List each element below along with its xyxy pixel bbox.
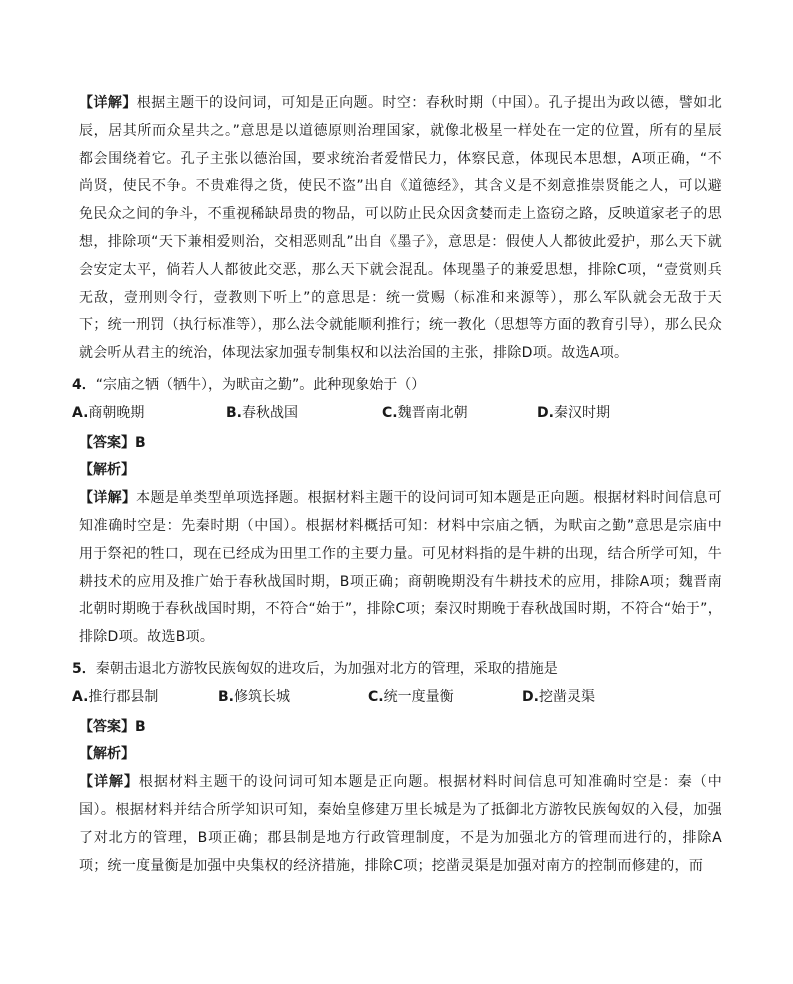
question-stem: 秦朝击退北方游牧民族匈奴的进攻后，为加强对北方的管理，采取的措施是 (95, 660, 558, 677)
option-c: C.魏晋南北朝 (382, 404, 468, 421)
question-stem: “宗庙之牺（牺牛），为畎亩之勤”。此种现象始于（） (95, 376, 426, 393)
analysis-tag-q5: 【解析】 (79, 746, 135, 763)
detail-paragraph-q5 (72, 769, 722, 880)
detail-text: 根据材料主题干的设问词可知本题是正向题。根据材料时间信息可知准确时空是：秦（中国）。根据材料并结合所学知识可知，秦始皇修建万里长城是为了抵御北方游牧民族匈奴的入侵，加强了对北方的管理，B项正确；郡县制是地方行政管理制度，不是为加强北方的管理而进行的，排除A项；统一度量衡是加强中央集权的经济措施，排除C项；挖凿灵渠是加强对南方的控制而修建的，而 (79, 774, 723, 874)
detail-tag: 【详解】 (79, 774, 139, 791)
option-a: A.商朝晚期 (72, 404, 145, 421)
question-number: 5． (72, 660, 96, 677)
answer-tag: 【答案】 (79, 434, 135, 451)
option-a: A.推行郡县制 (72, 688, 159, 705)
answer-value: B (135, 718, 146, 735)
option-c: C.统一度量衡 (368, 688, 454, 705)
detail-paragraph-q4 (72, 485, 722, 652)
analysis-tag-q4: 【解析】 (79, 462, 135, 479)
detail-text: 本题是单类型单项选择题。根据材料主题干的设问词可知本题是正向题。根据材料时间信息可知准确时空是：先秦时期（中国）。根据材料概括可知：材料中宗庙之牺，为畎亩之勤”意思是宗庙中用于祭祀的牲口，现在已经成为田里工作的主要力量。可见材料指的是牛耕的出现，结合所学可知，牛耕技术的应用及推广始于春秋战国时期，B项正确；商朝晚期没有牛耕技术的应用，排除A项；魏晋南北朝时期晚于春秋战国时期，不符合“始于”，排除C项；秦汉时期晚于春秋战国时期，不符合“始于”，排除D项。故选B项。 (79, 490, 722, 646)
answer-tag: 【答案】 (79, 718, 135, 735)
detail-tag: 【详解】 (79, 490, 137, 507)
option-d: D.秦汉时期 (537, 404, 610, 421)
option-b: B.春秋战国 (226, 404, 298, 421)
answer-value: B (135, 434, 146, 451)
question-4 (72, 372, 722, 400)
option-d: D.挖凿灵渠 (522, 688, 595, 705)
detail-text: 根据主题干的设问词，可知是正向题。时空：春秋时期（中国）。孔子提出为政以德，譬如北辰，居其所而众星共之。”意思是以道德原则治理国家，就像北极星一样处在一定的位置，所有的星辰都会围绕着它。孔子主张以德治国，要求统治者爱惜民力，体察民意，体现民本思想，A项正确，“不尚贤，使民不争。不贵难得之货，使民不盗”出自《道德经》，其含义是不刻意推崇贤能之人，可以避免民众之间的争斗，不重视稀缺昂贵的物品，可以防止民众因贪婪而走上盗窃之路，反映道家老子的思想，排除项“天下兼相爱则治，交相恶则乱”出自《墨子》，意思是：假使人人都彼此爱护，那么天下就会安定太平，倘若人人都彼此交恶，那么天下就会混乱。体现墨子的兼爱思想，排除C项，“壹赏则兵无敌，壹刑则令行，壹教则下听上”的意思是：统一赏赐（标准和来源等），那么军队就会无敌于天下；统一刑罚（执行标准等），那么法令就能顺利推行；统一教化（思想等方面的教育引导），那么民众就会听从君主的统治，体现法家加强专制集权和以法治国的主张，排除D项。故选A项。 (79, 95, 722, 362)
options-q5 (72, 684, 722, 712)
detail-tag: 【详解】 (79, 95, 137, 111)
answer-line-q5 (72, 714, 722, 742)
option-b: B.修筑长城 (218, 688, 290, 705)
answer-line-q4 (72, 430, 722, 458)
page-content (72, 90, 722, 884)
options-q4 (72, 400, 722, 428)
question-number: 4． (72, 376, 96, 393)
detail-paragraph-q3 (72, 90, 722, 368)
question-5 (72, 656, 722, 684)
